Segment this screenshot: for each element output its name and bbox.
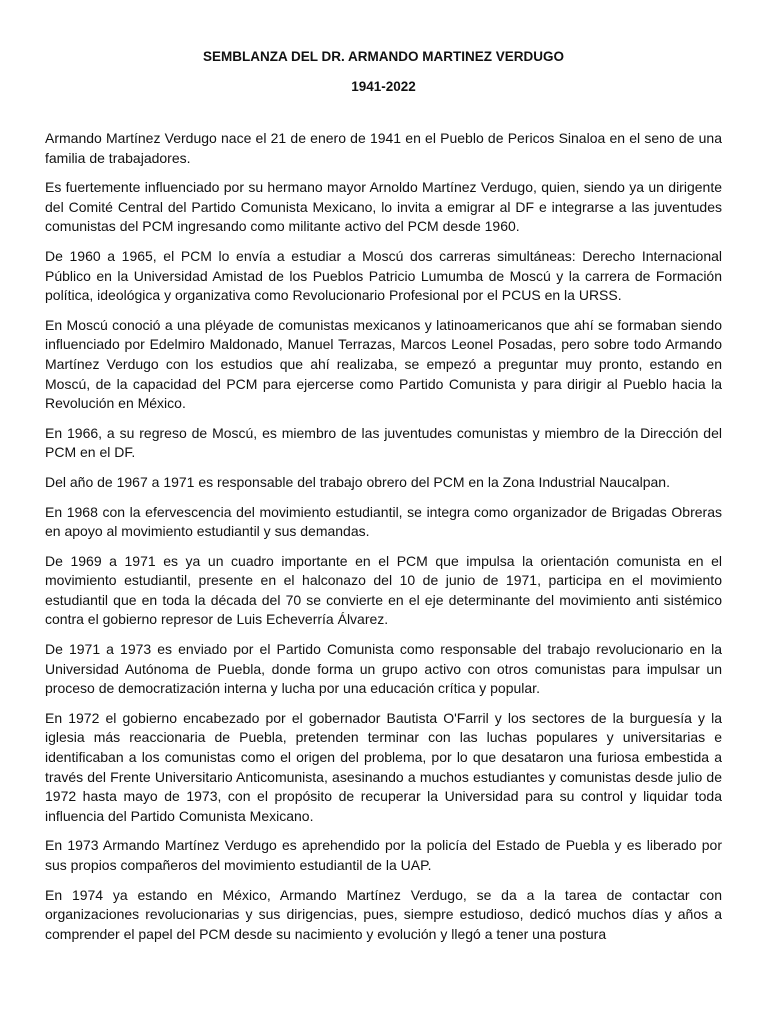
paragraph-2: Es fuertemente influenciado por su hermano mayor Arnoldo Martínez Verdugo, quien, siendo ya un dirigente del Comité Central del Partido Comunista Mexicano, lo invita a emigrar al DF e integrarse a las juventudes comunistas del PCM ingresando como militante activo del PCM desde 1960. [45,179,722,235]
paragraph-1: Armando Martínez Verdugo nace el 21 de enero de 1941 en el Pueblo de Pericos Sinaloa en el seno de una familia de trabajadores. [45,130,722,166]
paragraph-6: Del año de 1967 a 1971 es responsable del trabajo obrero del PCM en la Zona Industrial Naucalpan. [45,473,670,490]
document-years: 1941-2022 [351,79,416,94]
paragraph-7: En 1968 con la efervescencia del movimiento estudiantil, se integra como organizador de Brigadas Obreras en apoyo al movimiento estudiantil y sus demandas. [45,503,722,540]
paragraph-9: De 1971 a 1973 es enviado por el Partido Comunista como responsable del trabajo revolucionario en la Universidad Autónoma de Puebla, donde forma un grupo activo con otros comunistas para impulsar un proceso de democratización interna y lucha por una educación crítica y popular. [45,641,722,697]
paragraph-4: En Moscú conoció a una pléyade de comunistas mexicanos y latinoamericanos que ahí se formaban siendo influenciado por Edelmiro Maldonado, Manuel Terrazas, Marcos Leonel Posadas, pero sobre todo Armando Martínez Verdugo con los estudios que ahí realizaba, se empezó a preguntar muy pronto, estando en Moscú, de la capacidad del PCM para ejercerse como Partido Comunista y para dirigir al Pueblo hacia la Revolución en México. [45,316,722,412]
paragraph-5: En 1966, a su regreso de Moscú, es miembro de las juventudes comunistas y miembro de la Dirección del PCM en el DF. [45,424,722,461]
paragraph-8: De 1969 a 1971 es ya un cuadro importante en el PCM que impulsa la orientación comunista en el movimiento estudiantil, presente en el halconazo del 10 de junio de 1971, participa en el movimiento estudiantil que en toda la década del 70 se convierte en el eje determinante del movimiento anti sistémico contra el gobierno represor de Luis Echeverría Álvarez. [45,552,722,628]
document-body [45,129,722,944]
paragraph-3: De 1960 a 1965, el PCM lo envía a estudiar a Moscú dos carreras simultáneas: Derecho Internacional Público en la Universidad Amistad de los Pueblos Patricio Lumumba de Moscú y la carrera de Formación política, ideológica y organizativa como Revolucionario Profesional por el PCUS en la URSS. [45,247,722,304]
paragraph-10: En 1972 el gobierno encabezado por el gobernador Bautista O'Farril y los sectores de la burguesía y la iglesia más reaccionaria de Puebla, pretenden terminar con las luchas populares y universitarias e identificaban a los comunistas como el origen del problema, por lo que desataron una furiosa embestida a través del Frente Universitario Anticomunista, asesinando a muchos estudiantes y comunistas desde julio de 1972 hasta mayo de 1973, con el propósito de recuperar la Universidad para su control y liquidar toda influencia del Partido Comunista Mexicano. [45,709,722,824]
paragraph-11: En 1973 Armando Martínez Verdugo es aprehendido por la policía del Estado de Puebla y es liberado por sus propios compañeros del movimiento estudiantil de la UAP. [45,837,722,873]
document-title: SEMBLANZA DEL DR. ARMANDO MARTINEZ VERDUGO [203,49,564,64]
document-page [45,0,722,1024]
paragraph-12: En 1974 ya estando en México, Armando Martínez Verdugo, se da a la tarea de contactar con organizaciones revolucionarias y sus dirigencias, pues, siempre estudioso, dedicó muchos días y años a comprender el papel del PCM desde su nacimiento y evolución y llegó a tener una postura [45,886,722,942]
